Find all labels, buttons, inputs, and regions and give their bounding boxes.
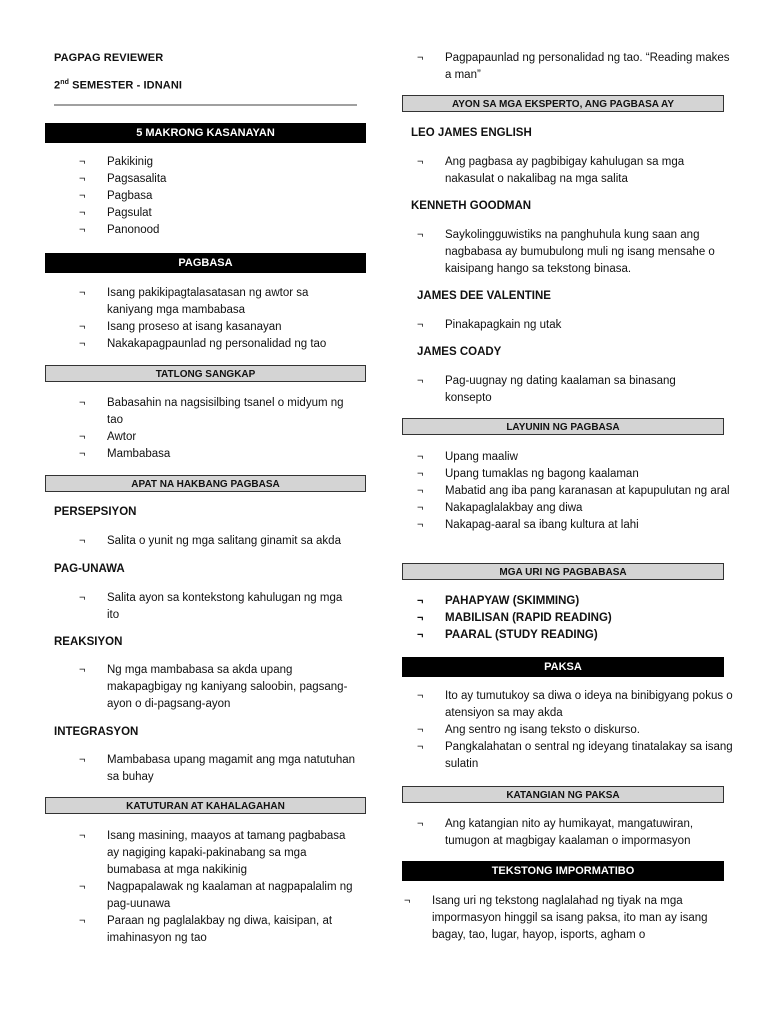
document-title: PAGPAG REVIEWER xyxy=(54,52,164,64)
bullet-icon: ¬ xyxy=(79,207,86,219)
list-item-text: Mabatid ang iba pang karanasan at kapupulutan ng aral xyxy=(445,485,730,497)
list-item-text: Nakapag-aaral sa ibang kultura at lahi xyxy=(445,519,639,531)
list-item-text: Pakikinig xyxy=(107,156,154,168)
list-item xyxy=(417,500,730,517)
section-header-pagbasa: PAGBASA xyxy=(45,253,366,273)
list-item-text: PAHAPYAW (SKIMMING) xyxy=(445,595,580,607)
list-item xyxy=(79,171,357,188)
section-header-hakbang: APAT NA HAKBANG PAGBASA xyxy=(45,475,366,492)
list-item xyxy=(79,205,357,222)
list-item-text: Ito ay tumutukoy sa diwa o ideya na binibigyang pokus o atensiyon sa may akda xyxy=(445,690,733,719)
list-item xyxy=(404,893,732,944)
list-item-text: Salita o yunit ng mga salitang ginamit sa akda xyxy=(107,535,341,547)
bullet-icon: ¬ xyxy=(417,612,424,624)
semester-number: 2 xyxy=(54,79,61,92)
subheading-persepsiyon: PERSEPSIYON xyxy=(54,506,137,518)
bullet-icon: ¬ xyxy=(417,818,424,830)
list-item-text: MABILISAN (RAPID READING) xyxy=(445,612,612,624)
list-item-text: Mambabasa xyxy=(107,448,171,460)
subheading-kenneth-goodman: KENNETH GOODMAN xyxy=(411,200,532,212)
list-item-text: Salita ayon sa kontekstong kahulugan ng mga ito xyxy=(107,592,343,621)
list-item-text: Saykolingguwistiks na panghuhula kung saan ang nagbabasa ay bumubulong muli ng isang mensahe o kaisipang hango sa tekstong binasa. xyxy=(445,229,715,275)
bullet-icon: ¬ xyxy=(79,431,86,443)
section-header-uri: MGA URI NG PAGBABASA xyxy=(402,563,724,580)
list-item-text: Isang proseso at isang kasanayan xyxy=(107,321,282,333)
bullet-icon: ¬ xyxy=(79,448,86,460)
bullet-icon: ¬ xyxy=(417,156,424,168)
list-item xyxy=(79,429,357,446)
list-item-text: Paraan ng paglalakbay ng diwa, kaisipan, at imahinasyon ng tao xyxy=(107,915,333,944)
list-item-text: Awtor xyxy=(107,431,137,443)
bullet-icon: ¬ xyxy=(417,741,424,753)
bullet-icon: ¬ xyxy=(417,468,424,480)
subheading-leo-james-english: LEO JAMES ENGLISH xyxy=(411,127,532,139)
list-item xyxy=(79,828,359,879)
layunin-list xyxy=(417,449,730,534)
tekstong-list xyxy=(404,893,732,944)
list-item xyxy=(417,593,725,610)
bullet-icon: ¬ xyxy=(79,338,86,350)
list-item-text: Babasahin na nagsisilbing tsanel o midyum ng tao xyxy=(107,397,344,426)
pagbasa-list xyxy=(79,285,357,353)
kenneth-list xyxy=(417,227,735,278)
uri-list xyxy=(417,593,725,644)
james-dee-list xyxy=(417,317,725,334)
list-item xyxy=(417,317,725,334)
list-item xyxy=(79,879,359,913)
bullet-icon: ¬ xyxy=(417,52,424,64)
subheading-james-coady: JAMES COADY xyxy=(417,346,502,358)
bullet-icon: ¬ xyxy=(417,595,424,607)
list-item xyxy=(79,188,357,205)
bullet-icon: ¬ xyxy=(79,664,86,676)
list-item xyxy=(417,154,725,188)
list-item xyxy=(79,913,359,947)
list-item-text: Pag-uugnay ng dating kaalaman sa binasang konsepto xyxy=(445,375,676,404)
subheading-reaksiyon: REAKSIYON xyxy=(54,636,123,648)
list-item xyxy=(417,688,735,722)
section-header-katangian: KATANGIAN NG PAKSA xyxy=(402,786,724,803)
bullet-icon: ¬ xyxy=(79,190,86,202)
list-item-text: Pangkalahatan o sentral ng ideyang tinatalakay sa isang sulatin xyxy=(445,741,733,770)
section-header-katuturan: KATUTURAN AT KAHALAGAHAN xyxy=(45,797,366,814)
list-item-text: Pinakapagkain ng utak xyxy=(445,319,562,331)
bullet-icon: ¬ xyxy=(417,629,424,641)
list-item-text: Nagpapalawak ng kaalaman at nagpapalalim ng pag-uunawa xyxy=(107,881,353,910)
list-item-text: Mambabasa upang magamit ang mga natutuhan sa buhay xyxy=(107,754,356,783)
subheading-pag-unawa: PAG-UNAWA xyxy=(54,563,125,575)
list-item-text: Pagsulat xyxy=(107,207,152,219)
bullet-icon: ¬ xyxy=(79,881,86,893)
bullet-icon: ¬ xyxy=(79,535,86,547)
bullet-icon: ¬ xyxy=(417,375,424,387)
list-item-text: Upang tumaklas ng bagong kaalaman xyxy=(445,468,639,480)
reaksiyon-list xyxy=(79,662,352,713)
list-item-text: Ang pagbasa ay pagbibigay kahulugan sa mga nakasulat o nakalibag na mga salita xyxy=(445,156,685,185)
section-header-layunin: LAYUNIN NG PAGBASA xyxy=(402,418,724,435)
semester-line xyxy=(54,79,182,92)
pagbasa-continued-list xyxy=(417,50,735,84)
list-item xyxy=(417,739,735,773)
semester-label: SEMESTER - IDNANI xyxy=(68,79,183,92)
sangkap-list xyxy=(79,395,357,463)
bullet-icon: ¬ xyxy=(417,451,424,463)
section-header-eksperto: AYON SA MGA EKSPERTO, ANG PAGBASA AY xyxy=(402,95,724,112)
list-item-text: Nakapaglalakbay ang diwa xyxy=(445,502,583,514)
section-header-makro: 5 MAKRONG KASANAYAN xyxy=(45,123,366,143)
bullet-icon: ¬ xyxy=(79,173,86,185)
bullet-icon: ¬ xyxy=(79,915,86,927)
bullet-icon: ¬ xyxy=(79,156,86,168)
list-item xyxy=(417,449,730,466)
bullet-icon: ¬ xyxy=(417,690,424,702)
persepsiyon-list xyxy=(79,533,357,550)
list-item xyxy=(79,319,357,336)
katuturan-list xyxy=(79,828,359,947)
list-item xyxy=(417,816,735,850)
list-item xyxy=(79,752,357,786)
list-item-text: Nakakapagpaunlad ng personalidad ng tao xyxy=(107,338,327,350)
bullet-icon: ¬ xyxy=(404,895,411,907)
bullet-icon: ¬ xyxy=(417,502,424,514)
list-item xyxy=(79,395,357,429)
bullet-icon: ¬ xyxy=(417,519,424,531)
section-header-sangkap: TATLONG SANGKAP xyxy=(45,365,366,382)
list-item xyxy=(417,483,730,500)
subheading-james-dee-valentine: JAMES DEE VALENTINE xyxy=(417,290,551,302)
pag-unawa-list xyxy=(79,590,357,624)
list-item-text: Ng mga mambabasa sa akda upang makapagbigay ng kaniyang saloobin, pagsang-ayon o di-pagsang-ayon xyxy=(107,664,348,710)
list-item-text: Pagsasalita xyxy=(107,173,167,185)
list-item xyxy=(79,222,357,239)
bullet-icon: ¬ xyxy=(79,754,86,766)
bullet-icon: ¬ xyxy=(417,724,424,736)
list-item-text: Isang masining, maayos at tamang pagbabasa ay nagiging kapaki-pakinabang sa mga bumabasa at mga nakikinig xyxy=(107,830,346,876)
bullet-icon: ¬ xyxy=(79,321,86,333)
list-item xyxy=(417,50,735,84)
list-item xyxy=(79,154,357,171)
list-item xyxy=(417,610,725,627)
semester-ordinal: nd xyxy=(60,79,69,86)
list-item-text: Isang uri ng tekstong naglalahad ng tiyak na mga impormasyon hinggil sa isang paksa, ito man ay isang bagay, tao, lugar, hayop, isports, agham o xyxy=(432,895,708,941)
list-item-text: Pagbasa xyxy=(107,190,153,202)
list-item-text: Ang katangian nito ay humikayat, mangatuwiran, tumugon at magbigay kaalaman o impormasyon xyxy=(445,818,694,847)
integrasyon-list xyxy=(79,752,357,786)
list-item xyxy=(79,533,357,550)
makro-list xyxy=(79,154,357,239)
katangian-list xyxy=(417,816,735,850)
list-item xyxy=(417,517,730,534)
list-item xyxy=(79,662,352,713)
bullet-icon: ¬ xyxy=(79,830,86,842)
bullet-icon: ¬ xyxy=(417,229,424,241)
list-item xyxy=(417,466,730,483)
bullet-icon: ¬ xyxy=(79,592,86,604)
list-item xyxy=(79,285,357,319)
bullet-icon: ¬ xyxy=(79,287,86,299)
list-item xyxy=(79,336,357,353)
subheading-integrasyon: INTEGRASYON xyxy=(54,726,139,738)
header-divider xyxy=(54,104,357,106)
list-item-text: Panonood xyxy=(107,224,160,236)
bullet-icon: ¬ xyxy=(79,224,86,236)
bullet-icon: ¬ xyxy=(417,319,424,331)
list-item-text: Pagpapaunlad ng personalidad ng tao. “Reading makes a man” xyxy=(445,52,730,81)
section-header-tekstong: TEKSTONG IMPORMATIBO xyxy=(402,861,724,881)
list-item xyxy=(417,227,735,278)
list-item xyxy=(417,373,725,407)
list-item xyxy=(79,446,357,463)
list-item-text: Isang pakikipagtalasatasan ng awtor sa kaniyang mga mambabasa xyxy=(107,287,309,316)
list-item xyxy=(79,590,357,624)
list-item-text: Ang sentro ng isang teksto o diskurso. xyxy=(445,724,640,736)
list-item xyxy=(417,722,735,739)
james-coady-list xyxy=(417,373,725,407)
section-header-paksa: PAKSA xyxy=(402,657,724,677)
bullet-icon: ¬ xyxy=(417,485,424,497)
paksa-list xyxy=(417,688,735,773)
list-item xyxy=(417,627,725,644)
bullet-icon: ¬ xyxy=(79,397,86,409)
list-item-text: PAARAL (STUDY READING) xyxy=(445,629,598,641)
leo-list xyxy=(417,154,725,188)
list-item-text: Upang maaliw xyxy=(445,451,518,463)
